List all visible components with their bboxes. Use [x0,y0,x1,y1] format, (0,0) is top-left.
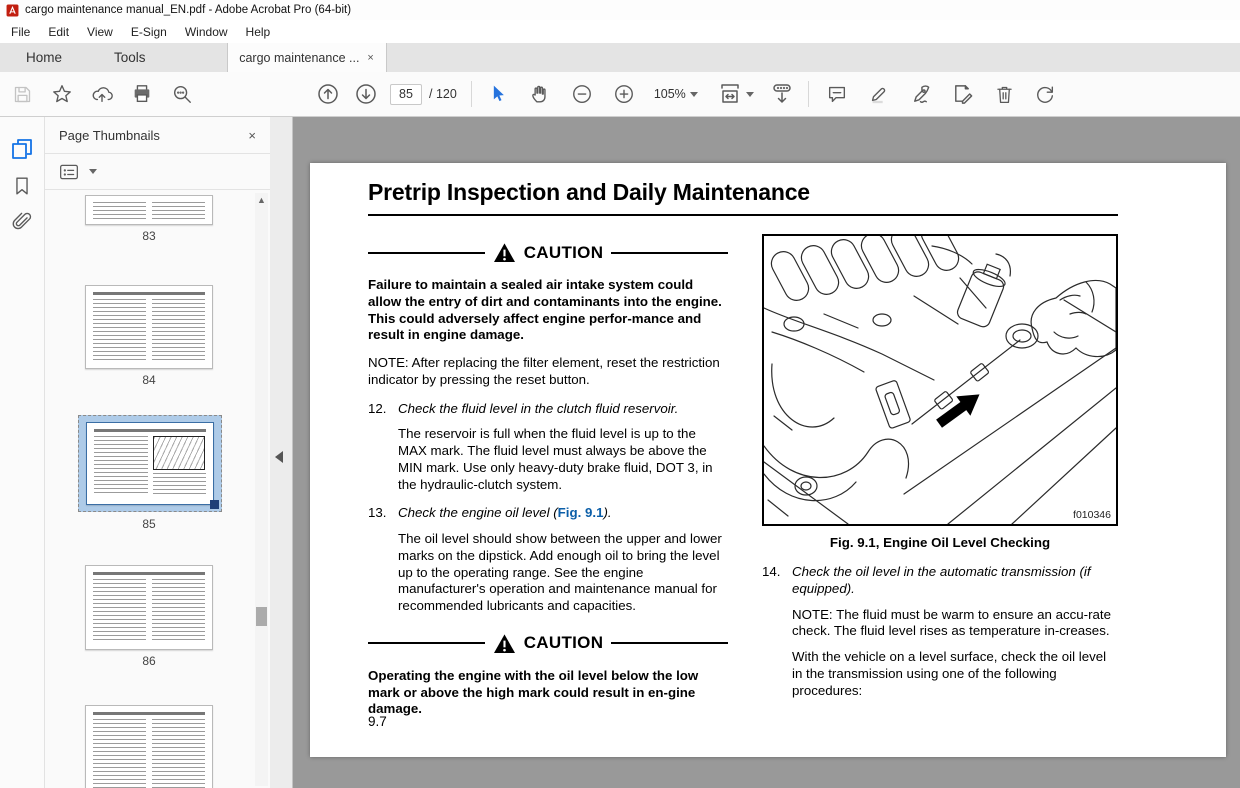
save-button[interactable] [10,82,34,106]
warning-triangle-icon [493,633,516,654]
edit-pdf-button[interactable] [951,82,975,106]
title-bar [0,0,1240,20]
page-scrolling-icon [770,82,794,106]
plus-circle-icon [613,83,635,105]
step-number: 12. [368,400,387,416]
thumbnail-figure [153,436,205,470]
document-view[interactable] [293,117,1240,788]
redo-icon [1034,83,1056,105]
selection-handle [210,500,219,509]
thumbnail-number: 84 [142,373,156,387]
menu-view[interactable]: View [87,24,113,39]
page-fit-dropdown[interactable] [718,82,754,106]
page-number-input[interactable] [390,84,422,105]
arrow-up-circle-icon [316,82,340,106]
caution-text: Failure to maintain a sealed air intake system could allow the entry of dirt and contaminants into the engine. This could adversely affect engine perfor-mance and result in engine damage. [368,277,722,343]
fountain-pen-icon [909,83,932,106]
thumbnail-page-86[interactable] [85,565,213,668]
select-tool-button[interactable] [486,82,510,106]
previous-page-button[interactable] [316,82,340,106]
engine-illustration [764,236,1116,524]
delete-button[interactable] [993,82,1017,106]
step-title: Check the oil level in the automatic transmission (if equipped). [792,564,1091,596]
thumbnail-page-87[interactable] [85,705,213,788]
tab-document[interactable] [227,43,387,72]
star-button[interactable] [50,82,74,106]
comment-icon [826,83,848,105]
highlighter-icon [868,83,890,105]
thumbnail-preview [86,422,214,505]
page-thumbnails-panel-icon[interactable] [10,137,34,161]
thumbnail-options-icon[interactable] [59,163,79,181]
share-button[interactable] [90,82,114,106]
edit-page-icon [951,83,974,106]
thumbnail-preview [85,565,213,650]
navigation-rail [0,117,45,788]
menu-esign[interactable]: E-Sign [130,24,167,39]
panel-close-icon[interactable]: × [248,127,256,143]
thumbnail-number: 83 [142,229,156,243]
page-number-footer: 9.7 [368,714,387,729]
zoom-level-dropdown[interactable] [654,87,698,101]
redo-button[interactable] [1033,82,1057,106]
menu-window[interactable]: Window [184,24,228,39]
pdf-page [310,163,1226,757]
search-button[interactable] [170,82,194,106]
step-14-note: NOTE: The fluid must be warm to ensure an accu-rate check. The fluid level rises as temperature in-creases. [792,606,1112,639]
thumbnail-preview [85,195,213,225]
attachments-panel-icon[interactable] [11,211,33,233]
zoom-out-button[interactable] [570,82,594,106]
step-13-body: The oil level should show between the upper and lower marks on the dipstick. Add enough oil to bring the level up to the operating range. See the engine manufacturer's operation and maintenance manual for recommended lubricants and capacities. [398,531,722,613]
arrow-down-circle-icon [354,82,378,106]
caution-header-2 [368,633,728,654]
left-column [368,230,728,718]
step-title-post: ). [603,505,612,521]
fit-width-icon [718,82,742,106]
chevron-down-icon [690,92,698,97]
note-text: NOTE: After replacing the filter element, reset the restriction indicator by pressing the reset button. [368,355,720,387]
hand-tool-button[interactable] [528,82,552,106]
tab-tools[interactable]: Tools [114,50,146,65]
page-total-label: / 120 [429,87,457,101]
chevron-down-icon[interactable] [89,169,97,174]
panel-header [45,117,270,154]
chevron-down-icon [746,92,754,97]
save-icon [12,84,33,105]
search-icon [171,83,193,105]
panel-options-row [45,154,270,190]
caution-text-2: Operating the engine with the oil level below the low mark or above the high mark could result in en-gine damage. [368,667,699,717]
sidebar-scrollbar[interactable] [255,193,268,786]
comment-button[interactable] [825,82,849,106]
menu-bar [0,20,1240,43]
menu-file[interactable]: File [11,24,31,39]
caution-label: CAUTION [523,242,604,262]
step-title [398,505,728,522]
print-icon [131,83,153,105]
tab-bar [0,43,1240,72]
thumbnail-list [45,191,270,788]
collapse-panel-icon[interactable] [275,451,283,463]
step-12-body: The reservoir is full when the fluid level is up to the MAX mark. The fluid level must always be above the MIN mark. Use only heavy-duty brake fluid, DOT 3, in the hydraulic-clutch system. [398,426,713,492]
scroll-up-icon[interactable]: ▲ [257,195,266,205]
thumbnail-number-85: 85 [142,517,156,531]
sign-button[interactable] [909,82,933,106]
caution-header [368,242,728,263]
window-title: cargo maintenance manual_EN.pdf - Adobe Acrobat Pro (64-bit) [25,4,352,16]
right-column [762,230,1118,718]
panel-splitter[interactable] [270,117,293,788]
zoom-in-button[interactable] [612,82,636,106]
page-title: Pretrip Inspection and Daily Maintenance [368,179,1118,216]
thumbnail-page-85-selected[interactable] [78,415,222,512]
step-number: 14. [762,564,781,579]
thumbnail-page-84[interactable] [85,285,213,387]
thumbnail-page-83[interactable] [85,195,213,243]
figure-link[interactable]: Fig. 9.1 [557,505,604,521]
scrollbar-thumb[interactable] [256,607,267,626]
acrobat-app-icon [6,4,19,17]
page-thumbnails-panel [45,117,270,788]
step-12 [368,401,728,418]
bookmarks-panel-icon[interactable] [11,175,33,197]
scrolling-mode-button[interactable] [770,82,794,106]
step-14 [762,564,1118,598]
panel-title: Page Thumbnails [59,127,160,143]
caution-label: CAUTION [523,633,604,653]
figure-code: f010346 [1073,509,1111,521]
hand-icon [529,83,551,105]
warning-triangle-icon [493,242,516,263]
thumbnail-number: 86 [142,654,156,668]
menu-help[interactable]: Help [245,24,271,39]
zoom-level-value: 105% [653,87,686,101]
tab-close-icon[interactable]: × [367,51,374,64]
step-title: Check the fluid level in the clutch fluid reservoir. [398,400,679,416]
main-area [0,117,1240,788]
step-title-pre: Check the engine oil level ( [398,505,558,521]
step-14-body: With the vehicle on a level surface, check the oil level in the transmission using one of the following procedures: [792,649,1107,698]
next-page-button[interactable] [354,82,378,106]
step-number: 13. [368,505,387,521]
trash-icon [994,84,1015,105]
step-13 [368,505,728,522]
tab-document-label: cargo maintenance ... [239,50,360,65]
print-button[interactable] [130,82,154,106]
menu-edit[interactable]: Edit [48,24,70,39]
tab-home[interactable]: Home [26,50,63,65]
toolbar [0,72,1240,117]
minus-circle-icon [571,83,593,105]
thumbnail-preview [85,705,213,788]
star-icon [51,83,73,105]
figure-9-1 [762,234,1118,526]
figure-caption: Fig. 9.1, Engine Oil Level Checking [829,535,1051,550]
cursor-arrow-icon [488,84,508,104]
highlight-button[interactable] [867,82,891,106]
thumbnail-preview [85,285,213,369]
cloud-upload-icon [91,83,113,105]
